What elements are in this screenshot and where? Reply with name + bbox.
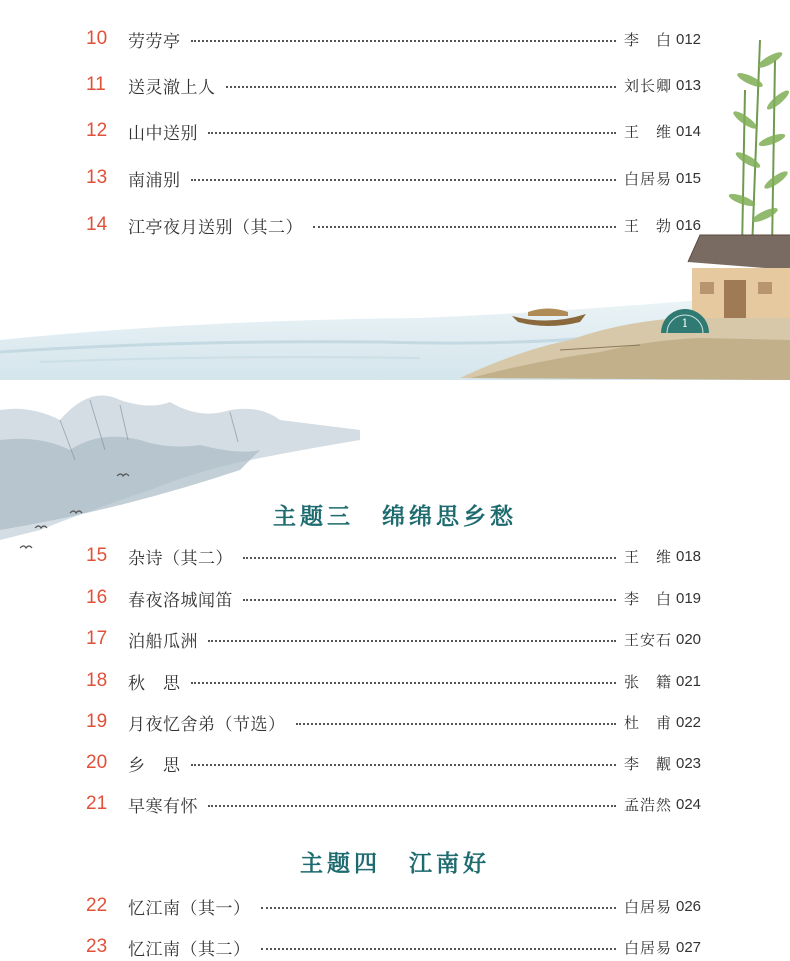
- entry-number: 19: [86, 711, 108, 732]
- theme4-label: 主题四: [300, 850, 381, 877]
- theme3-heading: [0, 498, 790, 531]
- entry-page: 021: [676, 672, 702, 690]
- entry-author: 刘长卿: [623, 76, 672, 95]
- toc-entry[interactable]: [86, 667, 706, 695]
- entry-page: 023: [676, 754, 702, 772]
- dot-leader: [313, 225, 616, 228]
- entry-title: 南浦别: [128, 170, 181, 191]
- dot-leader: [208, 131, 616, 134]
- entry-title: 月夜忆舍弟（节选）: [128, 714, 286, 735]
- dot-leader: [243, 556, 616, 559]
- entry-author: 白居易: [623, 897, 672, 916]
- toc-entry[interactable]: [86, 708, 706, 736]
- dot-leader: [226, 85, 616, 88]
- entry-title: 秋 思: [128, 673, 181, 694]
- dot-leader: [208, 804, 616, 807]
- entry-number: 11: [86, 74, 106, 95]
- entry-title: 劳劳亭: [128, 31, 181, 52]
- entry-page: 015: [676, 169, 702, 187]
- entry-title: 送灵澈上人: [128, 77, 216, 98]
- entry-number: 22: [86, 895, 108, 916]
- toc-entry[interactable]: [86, 164, 706, 192]
- dot-leader: [191, 39, 616, 42]
- toc-entry[interactable]: [86, 542, 706, 570]
- entry-title: 乡 思: [128, 755, 181, 776]
- toc-entry[interactable]: [86, 211, 706, 239]
- toc-entry[interactable]: [86, 790, 706, 818]
- toc-entry[interactable]: [86, 625, 706, 653]
- dot-leader: [191, 178, 616, 181]
- entry-author: 白居易: [623, 169, 672, 188]
- entry-page: 026: [676, 897, 702, 915]
- entry-page: 024: [676, 795, 702, 813]
- entry-page: 016: [676, 216, 702, 234]
- dot-leader: [191, 763, 616, 766]
- entry-author: 李 白: [623, 589, 672, 608]
- toc-entry[interactable]: [86, 71, 706, 99]
- entry-author: 孟浩然: [623, 795, 672, 814]
- dot-leader: [296, 722, 616, 725]
- entry-title: 江亭夜月送别（其二）: [128, 217, 303, 238]
- entry-number: 21: [86, 793, 108, 814]
- theme3-name: 绵绵思乡愁: [382, 503, 517, 530]
- entry-author: 李 觏: [623, 754, 672, 773]
- entry-page: 013: [676, 76, 702, 94]
- entry-number: 18: [86, 670, 108, 691]
- toc-entry[interactable]: [86, 749, 706, 777]
- entry-author: 王 勃: [623, 216, 672, 235]
- entry-title: 忆江南（其一）: [128, 898, 251, 919]
- entry-author: 李 白: [623, 30, 672, 49]
- toc-entry[interactable]: [86, 117, 706, 145]
- entry-title: 山中送别: [128, 123, 198, 144]
- dot-leader: [191, 681, 616, 684]
- toc-entry[interactable]: [86, 25, 706, 53]
- entry-author: 王 维: [623, 122, 672, 141]
- chapter-badge: [657, 305, 713, 335]
- entry-author: 杜 甫: [623, 713, 672, 732]
- toc-entry[interactable]: [86, 584, 706, 612]
- entry-title: 春夜洛城闻笛: [128, 590, 233, 611]
- entry-number: 10: [86, 28, 108, 49]
- entry-number: 13: [86, 167, 108, 188]
- entry-author: 白居易: [623, 938, 672, 957]
- entry-number: 12: [86, 120, 108, 141]
- entry-number: 20: [86, 752, 108, 773]
- entry-title: 泊船瓜洲: [128, 631, 198, 652]
- entry-page: 012: [676, 30, 702, 48]
- dot-leader: [208, 639, 616, 642]
- chapter-badge-label: 1: [681, 317, 689, 330]
- entry-author: 张 籍: [623, 672, 672, 691]
- theme3-label: 主题三: [273, 503, 354, 530]
- entry-author: 王安石: [623, 630, 672, 649]
- entry-number: 16: [86, 587, 108, 608]
- entry-page: 020: [676, 630, 702, 648]
- theme4-name: 江南好: [409, 850, 490, 877]
- entry-page: 019: [676, 589, 702, 607]
- toc-entry[interactable]: [86, 933, 706, 961]
- dot-leader: [261, 906, 616, 909]
- entry-title: 杂诗（其二）: [128, 548, 233, 569]
- entry-page: 022: [676, 713, 702, 731]
- toc-entry[interactable]: [86, 892, 706, 920]
- entry-number: 23: [86, 936, 108, 957]
- entry-number: 14: [86, 214, 108, 235]
- entry-number: 15: [86, 545, 108, 566]
- entry-title: 早寒有怀: [128, 796, 198, 817]
- dot-leader: [261, 947, 616, 950]
- entry-page: 027: [676, 938, 702, 956]
- entry-page: 018: [676, 547, 702, 565]
- entry-author: 王 维: [623, 547, 672, 566]
- entry-title: 忆江南（其二）: [128, 939, 251, 960]
- entry-page: 014: [676, 122, 702, 140]
- theme4-heading: [0, 845, 790, 878]
- entry-number: 17: [86, 628, 108, 649]
- dot-leader: [243, 598, 616, 601]
